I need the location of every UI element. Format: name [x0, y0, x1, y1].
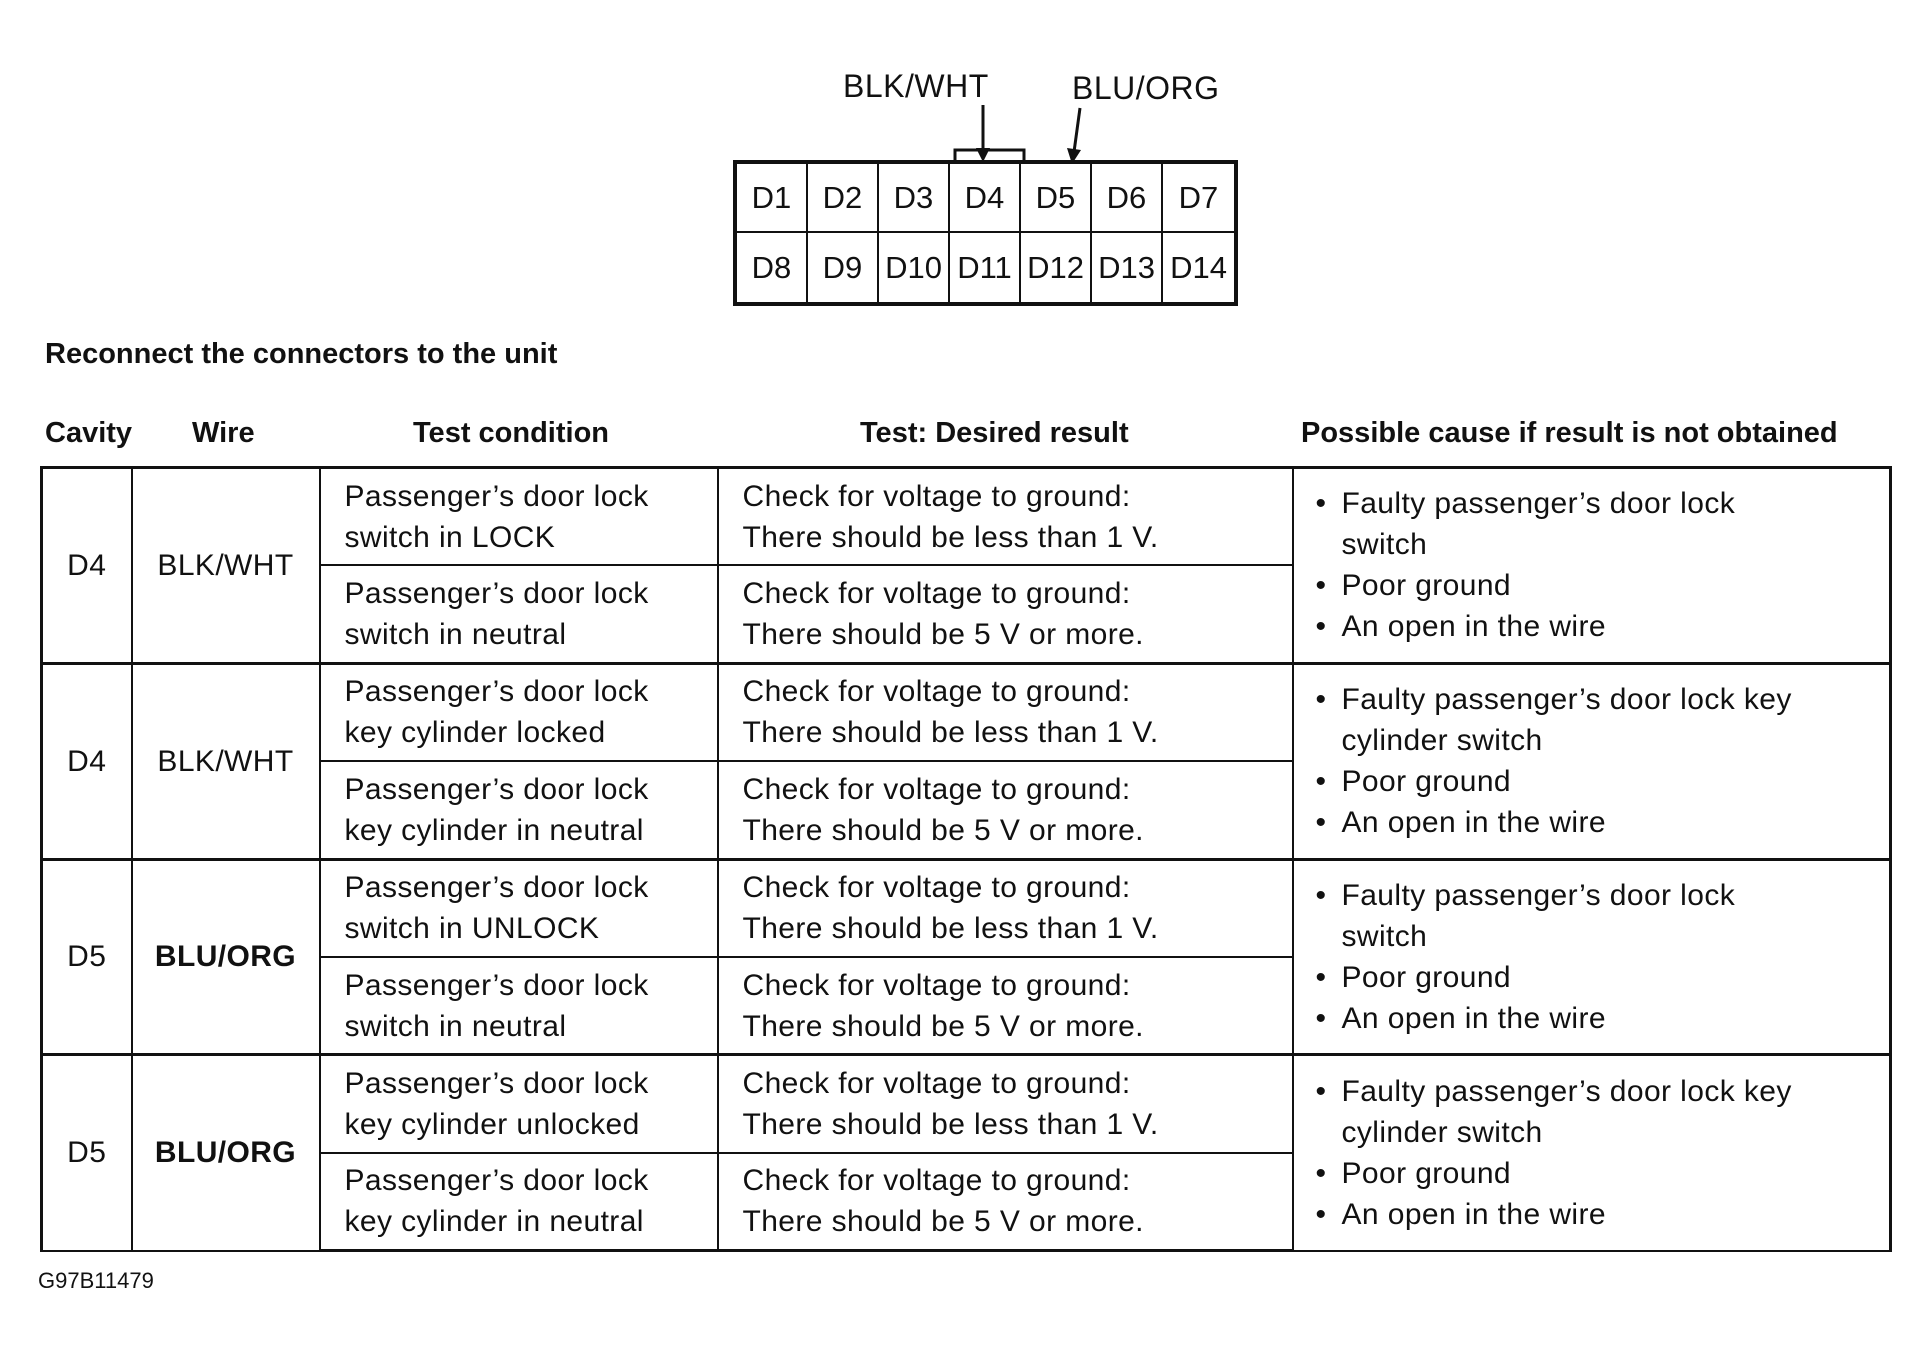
- wire-cell: BLU/ORG: [132, 1055, 320, 1251]
- text-line: • An open in the wire: [1341, 1001, 1606, 1035]
- table-row: [42, 859, 1891, 957]
- test-condition-cell: [320, 1153, 718, 1251]
- cavity-cell: D5: [42, 859, 132, 1055]
- connector-pin-d10: D10: [879, 233, 950, 302]
- table-row: [42, 663, 1891, 761]
- text-line: There should be 5 V or more.: [742, 1205, 1144, 1239]
- column-header-test-condition: Test condition: [413, 417, 610, 449]
- figure-id: G97B11479: [38, 1268, 154, 1293]
- connector-pin-d3: D3: [879, 164, 950, 233]
- text-line: Passenger’s door lock: [344, 675, 649, 709]
- connector-pin-d11: D11: [950, 233, 1021, 302]
- connector-pin-d4: D4: [950, 164, 1021, 233]
- cause-item: [1316, 802, 1890, 843]
- cause-item: [1316, 998, 1890, 1039]
- cause-item: [1316, 957, 1890, 998]
- desired-result-cell: [718, 761, 1293, 859]
- cause-item: [1316, 483, 1890, 565]
- desired-result-cell: [718, 1055, 1293, 1153]
- test-condition-cell: [320, 761, 718, 859]
- text-line: key cylinder locked: [344, 716, 606, 750]
- text-line: Passenger’s door lock: [344, 479, 649, 513]
- text-line: Check for voltage to ground:: [742, 577, 1131, 611]
- cause-item: [1316, 1153, 1890, 1194]
- desired-result-cell: [718, 565, 1293, 663]
- possible-cause-cell: [1293, 1055, 1891, 1251]
- text-line: Check for voltage to ground:: [742, 968, 1131, 1002]
- cause-list: [1316, 679, 1890, 843]
- test-condition-cell: [320, 859, 718, 957]
- column-header-desired-result: Test: Desired result: [860, 417, 1129, 449]
- text-line: cylinder switch: [1341, 724, 1543, 758]
- text-line: Check for voltage to ground:: [742, 1066, 1131, 1100]
- text-line: key cylinder unlocked: [344, 1107, 640, 1141]
- text-line: switch: [1341, 528, 1428, 562]
- text-line: • Faulty passenger’s door lock key: [1341, 1074, 1792, 1108]
- text-line: Passenger’s door lock: [344, 1066, 649, 1100]
- text-line: key cylinder in neutral: [344, 813, 644, 847]
- text-line: • An open in the wire: [1341, 610, 1606, 644]
- desired-result-cell: [718, 468, 1293, 566]
- test-condition-cell: [320, 468, 718, 566]
- test-condition-cell: [320, 957, 718, 1055]
- text-line: Passenger’s door lock: [344, 871, 649, 905]
- column-header-cavity: Cavity: [45, 417, 133, 449]
- connector-pin-d5: D5: [1021, 164, 1092, 233]
- text-line: • Poor ground: [1341, 960, 1512, 994]
- connector-pin-d12: D12: [1021, 233, 1092, 302]
- text-line: switch: [1341, 919, 1428, 953]
- column-header-wire: Wire: [192, 417, 255, 449]
- text-line: Check for voltage to ground:: [742, 772, 1131, 806]
- text-line: There should be less than 1 V.: [742, 716, 1159, 750]
- possible-cause-cell: [1293, 663, 1891, 859]
- text-line: Check for voltage to ground:: [742, 675, 1131, 709]
- text-line: switch in UNLOCK: [344, 912, 600, 946]
- connector-pin-d8: D8: [737, 233, 808, 302]
- connector-pin-d7: D7: [1163, 164, 1234, 233]
- cause-list: [1316, 1071, 1890, 1235]
- cause-item: [1316, 1194, 1890, 1235]
- text-line: • Faulty passenger’s door lock: [1341, 487, 1736, 521]
- text-line: There should be less than 1 V.: [742, 1107, 1159, 1141]
- cause-list: [1316, 875, 1890, 1039]
- text-line: • Poor ground: [1341, 1156, 1512, 1190]
- column-header-possible-cause: Possible cause if result is not obtained: [1301, 417, 1838, 449]
- text-line: • Poor ground: [1341, 765, 1512, 799]
- desired-result-cell: [718, 957, 1293, 1055]
- connector-pin-d14: D14: [1170, 249, 1227, 285]
- connector-pin-d1: D1: [737, 164, 808, 233]
- text-line: • Poor ground: [1341, 569, 1512, 603]
- text-line: key cylinder in neutral: [344, 1205, 644, 1239]
- text-line: • Faulty passenger’s door lock: [1341, 878, 1736, 912]
- text-line: • An open in the wire: [1341, 806, 1606, 840]
- wire-label-blk-wht: BLK/WHT: [843, 68, 989, 104]
- section-heading: Reconnect the connectors to the unit: [45, 338, 558, 370]
- possible-cause-cell: [1293, 859, 1891, 1055]
- text-line: Passenger’s door lock: [344, 968, 649, 1002]
- text-line: • An open in the wire: [1341, 1197, 1606, 1231]
- text-line: Check for voltage to ground:: [742, 871, 1131, 905]
- test-condition-cell: [320, 1055, 718, 1153]
- connector-pin-d13: D13: [1092, 233, 1163, 302]
- connector-diagram: [733, 160, 1238, 306]
- text-line: switch in neutral: [344, 618, 567, 652]
- table-row: [42, 468, 1891, 566]
- text-line: Passenger’s door lock: [344, 577, 649, 611]
- wire-cell: BLK/WHT: [132, 663, 320, 859]
- desired-result-cell: [718, 859, 1293, 957]
- cause-item: [1316, 606, 1890, 647]
- text-line: Check for voltage to ground:: [742, 479, 1131, 513]
- text-line: There should be 5 V or more.: [742, 1009, 1144, 1043]
- text-line: Passenger’s door lock: [344, 772, 649, 806]
- cause-item: [1316, 679, 1890, 761]
- wire-cell: BLU/ORG: [132, 859, 320, 1055]
- cause-item: [1316, 761, 1890, 802]
- test-condition-cell: [320, 565, 718, 663]
- possible-cause-cell: [1293, 468, 1891, 664]
- connector-pin-d2: D2: [808, 164, 879, 233]
- text-line: cylinder switch: [1341, 1115, 1543, 1149]
- text-line: Check for voltage to ground:: [742, 1164, 1131, 1198]
- text-line: There should be 5 V or more.: [742, 618, 1144, 652]
- desired-result-cell: [718, 1153, 1293, 1251]
- cavity-cell: D5: [42, 1055, 132, 1251]
- wire-label-blu-org: BLU/ORG: [1072, 70, 1220, 106]
- text-line: There should be less than 1 V.: [742, 912, 1159, 946]
- test-condition-cell: [320, 663, 718, 761]
- text-line: There should be less than 1 V.: [742, 520, 1159, 554]
- text-line: Passenger’s door lock: [344, 1164, 649, 1198]
- connector-pin-d6: D6: [1092, 164, 1163, 233]
- wire-cell: BLK/WHT: [132, 468, 320, 664]
- table-row: [42, 1055, 1891, 1153]
- text-line: switch in LOCK: [344, 520, 556, 554]
- cause-item: [1316, 1071, 1890, 1153]
- cavity-cell: D4: [42, 468, 132, 664]
- text-line: There should be 5 V or more.: [742, 813, 1144, 847]
- cause-item: [1316, 875, 1890, 957]
- cavity-cell: D4: [42, 663, 132, 859]
- desired-result-cell: [718, 663, 1293, 761]
- text-line: • Faulty passenger’s door lock key: [1341, 683, 1792, 717]
- connector-pin-d9: D9: [808, 233, 879, 302]
- cause-item: [1316, 565, 1890, 606]
- diagnostic-table: [40, 466, 1892, 1252]
- text-line: switch in neutral: [344, 1009, 567, 1043]
- cause-list: [1316, 483, 1890, 647]
